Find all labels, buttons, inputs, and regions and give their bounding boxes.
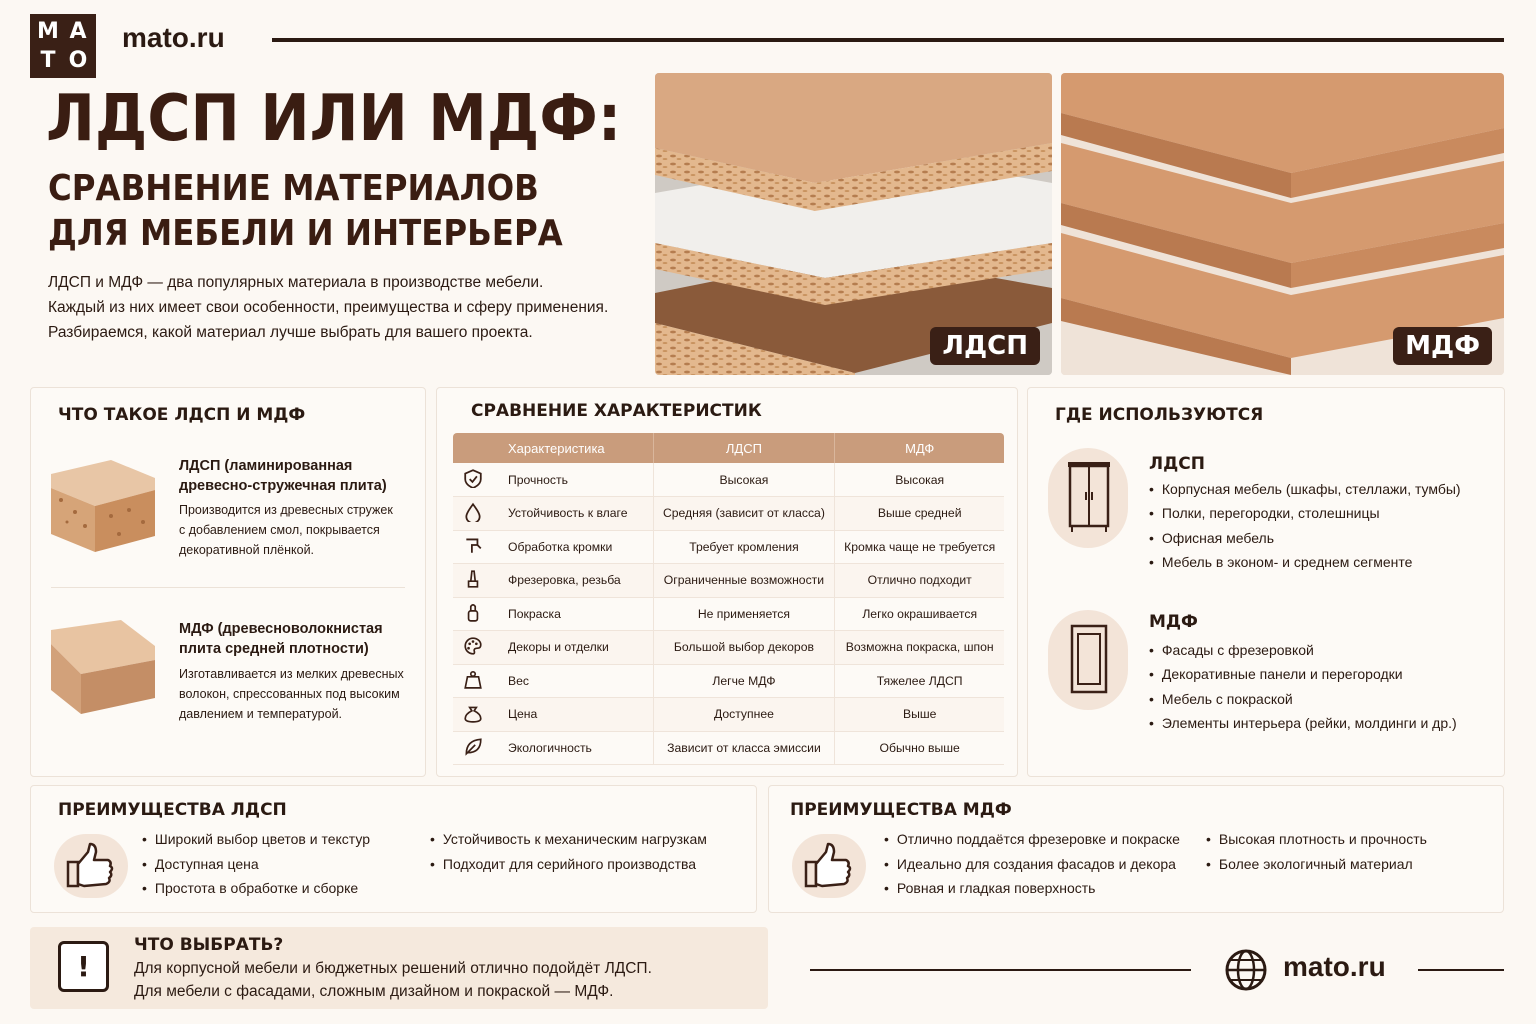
- comparison-table: [453, 433, 1004, 765]
- globe-icon: [1224, 948, 1268, 992]
- icon-column-header: [453, 433, 493, 463]
- table-row: [453, 497, 1004, 531]
- ldsp-advantages-list-1: [142, 827, 370, 901]
- paint-bottle-icon: [453, 597, 493, 631]
- mdf-boards-photo: [1061, 73, 1504, 375]
- mdf-definition-name: [179, 619, 409, 659]
- ldsp-advantages-title: ПРЕИМУЩЕСТВА ЛДСП: [58, 800, 287, 820]
- characteristic-cell: Фрезеровка, резьба: [493, 564, 653, 598]
- list-item: • Мебель с покраской: [1149, 687, 1457, 711]
- subtitle-line: ДЛЯ МЕБЕЛИ И ИНТЕРЬЕРА: [48, 213, 563, 254]
- table-row: [453, 564, 1004, 598]
- list-item: • Декоративные панели и перегородки: [1149, 662, 1457, 686]
- list-item: • Идеально для создания фасадов и декора: [884, 852, 1180, 877]
- exclamation-icon: !: [58, 941, 109, 992]
- list-item: • Доступная цена: [142, 852, 370, 877]
- list-item: • Элементы интерьера (рейки, молдинги и др.): [1149, 711, 1457, 735]
- mdf-advantages-list-1: [884, 827, 1180, 901]
- ldsp-definition-name: [179, 456, 409, 496]
- table-row: [453, 463, 1004, 497]
- mdf-value-cell: Выше: [835, 698, 1004, 732]
- list-item: • Устойчивость к механическим нагрузкам: [430, 827, 707, 852]
- subtitle-line: СРАВНЕНИЕ МАТЕРИАЛОВ: [48, 168, 539, 209]
- desc-line: с добавлением смол, покрывается: [179, 523, 380, 537]
- name-line: МДФ (древесноволокнистая: [179, 621, 383, 637]
- table-row: [453, 731, 1004, 765]
- list-item: • Мебель в эконом- и среднем сегменте: [1149, 550, 1461, 574]
- list-item: • Высокая плотность и прочность: [1206, 827, 1427, 852]
- ldsp-value-cell: Ограниченные возможности: [653, 564, 835, 598]
- name-line: плита средней плотности): [179, 641, 369, 657]
- list-item: • Фасады с фрезеровкой: [1149, 638, 1457, 662]
- comparison-title: СРАВНЕНИЕ ХАРАКТЕРИСТИК: [471, 401, 762, 421]
- ldsp-value-cell: Средняя (зависит от класса): [653, 497, 835, 531]
- mdf-photo-tag: МДФ: [1393, 327, 1492, 365]
- chisel-icon: [453, 564, 493, 598]
- ldsp-photo-tag: ЛДСП: [930, 327, 1040, 365]
- mdf-value-cell: Тяжелее ЛДСП: [835, 664, 1004, 698]
- table-row: [453, 664, 1004, 698]
- characteristic-cell: Цена: [493, 698, 653, 732]
- what-is-card: [30, 387, 426, 777]
- logo[interactable]: [30, 14, 96, 78]
- what-to-choose-title: ЧТО ВЫБРАТЬ?: [134, 935, 284, 955]
- ldsp-usage-list: [1149, 477, 1461, 574]
- recommendation-line: Для мебели с фасадами, сложным дизайном и покраской — МДФ.: [134, 983, 614, 1000]
- thumbs-up-icon: [54, 834, 128, 898]
- intro-line: ЛДСП и МДФ — два популярных материала в производстве мебели.: [48, 274, 544, 291]
- mdf-definition-desc: [179, 664, 411, 724]
- logo-letter-m: M: [37, 19, 59, 44]
- thumbs-up-icon: [792, 834, 866, 898]
- recommendation-line: Для корпусной мебели и бюджетных решений отлично подойдёт ЛДСП.: [134, 960, 652, 977]
- mdf-advantages-list-2: [1206, 827, 1427, 876]
- characteristic-cell: Покраска: [493, 597, 653, 631]
- characteristic-cell: Прочность: [493, 463, 653, 497]
- logo-letter-t: T: [40, 48, 56, 73]
- desc-line: давлением и температурой.: [179, 707, 343, 721]
- mdf-advantages-card: [768, 785, 1504, 913]
- water-drop-icon: [453, 497, 493, 531]
- header-divider: [272, 38, 1504, 42]
- site-name-header[interactable]: mato.ru: [122, 22, 225, 53]
- intro-line: Разбираемся, какой материал лучше выбрать для вашего проекта.: [48, 324, 533, 341]
- mdf-value-cell: Возможна покраска, шпон: [835, 631, 1004, 665]
- ldsp-value-cell: Легче МДФ: [653, 664, 835, 698]
- list-item: • Ровная и гладкая поверхность: [884, 876, 1180, 901]
- desc-line: Производится из древесных стружек: [179, 503, 393, 517]
- desc-line: декоративной плёнкой.: [179, 543, 315, 557]
- what-is-title: ЧТО ТАКОЕ ЛДСП И МДФ: [58, 405, 306, 425]
- list-item: • Широкий выбор цветов и текстур: [142, 827, 370, 852]
- column-header: Характеристика: [493, 433, 653, 463]
- where-used-title: ГДЕ ИСПОЛЬЗУЮТСЯ: [1055, 405, 1264, 425]
- mdf-usage-title: МДФ: [1149, 612, 1198, 632]
- table-header-row: [453, 433, 1004, 463]
- ldsp-value-cell: Требует кромления: [653, 530, 835, 564]
- footer-divider: [1418, 969, 1504, 971]
- list-item: • Офисная мебель: [1149, 526, 1461, 550]
- characteristic-cell: Декоры и отделки: [493, 631, 653, 665]
- list-item: • Более экологичный материал: [1206, 852, 1427, 877]
- page-title: ЛДСП ИЛИ МДФ:: [46, 82, 622, 156]
- ldsp-value-cell: Большой выбор декоров: [653, 631, 835, 665]
- name-line: древесно-стружечная плита): [179, 478, 387, 494]
- table-row: [453, 530, 1004, 564]
- ldsp-value-cell: Не применяется: [653, 597, 835, 631]
- mdf-value-cell: Высокая: [835, 463, 1004, 497]
- door-panel-icon: [1048, 610, 1128, 710]
- leaf-icon: [453, 731, 493, 765]
- characteristic-cell: Обработка кромки: [493, 530, 653, 564]
- mdf-value-cell: Обычно выше: [835, 731, 1004, 765]
- ldsp-advantages-list-2: [430, 827, 707, 876]
- mdf-usage-list: [1149, 638, 1457, 735]
- characteristic-cell: Экологичность: [493, 731, 653, 765]
- ldsp-boards-photo: [655, 73, 1052, 375]
- mdf-value-cell: Кромка чаще не требуется: [835, 530, 1004, 564]
- table-row: [453, 698, 1004, 732]
- ldsp-sample-icon: [51, 460, 155, 552]
- page-subtitle: [48, 166, 563, 256]
- cabinet-icon: [1048, 448, 1128, 548]
- where-used-card: [1027, 387, 1505, 777]
- ldsp-value-cell: Высокая: [653, 463, 835, 497]
- list-item: • Корпусная мебель (шкафы, стеллажи, тумбы): [1149, 477, 1461, 501]
- list-item: • Подходит для серийного производства: [430, 852, 707, 877]
- characteristic-cell: Устойчивость к влаге: [493, 497, 653, 531]
- list-item: • Отлично поддаётся фрезеровке и покраске: [884, 827, 1180, 852]
- column-header: ЛДСП: [653, 433, 835, 463]
- mdf-sample-icon: [51, 620, 155, 714]
- intro-text: [48, 270, 648, 345]
- weight-icon: [453, 664, 493, 698]
- mdf-value-cell: Отлично подходит: [835, 564, 1004, 598]
- edge-banding-icon: [453, 530, 493, 564]
- desc-line: Изготавливается из мелких древесных: [179, 667, 404, 681]
- palette-icon: [453, 631, 493, 665]
- ldsp-usage-title: ЛДСП: [1149, 454, 1205, 474]
- list-item: • Полки, перегородки, столешницы: [1149, 501, 1461, 525]
- list-item: • Простота в обработке и сборке: [142, 876, 370, 901]
- table-row: [453, 631, 1004, 665]
- shield-check-icon: [453, 463, 493, 497]
- intro-line: Каждый из них имеет свои особенности, преимущества и сферу применения.: [48, 299, 609, 316]
- site-name-footer[interactable]: mato.ru: [1283, 951, 1386, 982]
- mdf-value-cell: Выше средней: [835, 497, 1004, 531]
- table-row: [453, 597, 1004, 631]
- ldsp-value-cell: Доступнее: [653, 698, 835, 732]
- what-divider: [51, 587, 405, 588]
- column-header: МДФ: [835, 433, 1004, 463]
- mdf-advantages-title: ПРЕИМУЩЕСТВА МДФ: [790, 800, 1012, 820]
- logo-letter-o: O: [68, 48, 88, 73]
- name-line: ЛДСП (ламинированная: [179, 458, 353, 474]
- footer-divider: [810, 969, 1191, 971]
- ldsp-value-cell: Зависит от класса эмиссии: [653, 731, 835, 765]
- characteristic-cell: Вес: [493, 664, 653, 698]
- logo-letter-a: A: [69, 19, 87, 44]
- comparison-card: [436, 387, 1018, 777]
- ldsp-definition-desc: [179, 500, 411, 560]
- desc-line: волокон, спрессованных под высоким: [179, 687, 400, 701]
- mdf-value-cell: Легко окрашивается: [835, 597, 1004, 631]
- what-to-choose-card: [30, 927, 768, 1009]
- money-bag-icon: [453, 698, 493, 732]
- ldsp-advantages-card: [30, 785, 757, 913]
